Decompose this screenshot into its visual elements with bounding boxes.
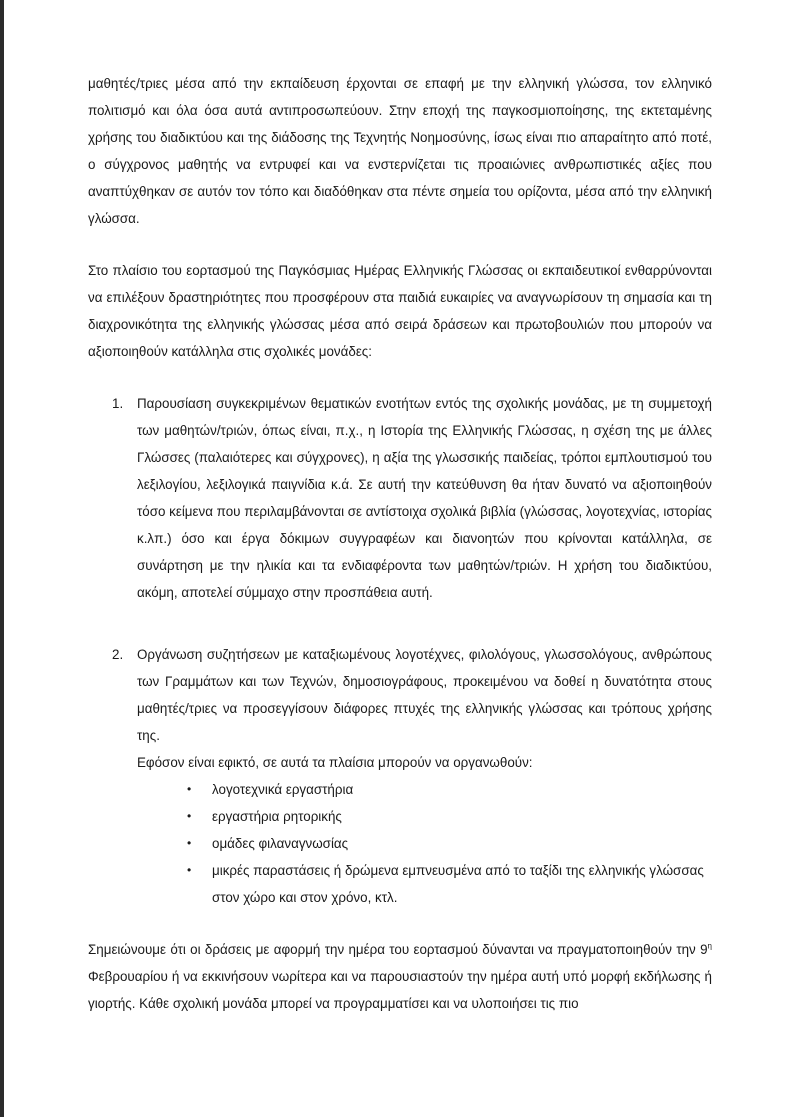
- bullet-item: [179, 776, 712, 803]
- bullet-list: [179, 776, 712, 911]
- bullet-icon: •: [187, 809, 192, 823]
- bullet-text: ομάδες φιλαναγνωσίας: [212, 836, 349, 851]
- viewer-edge-bar: [0, 0, 4, 1117]
- numbered-item-2: [88, 641, 712, 911]
- item-subintro: Εφόσον είναι εφικτό, σε αυτά τα πλαίσια μπορούν να οργανωθούν:: [137, 755, 533, 770]
- bullet-text: λογοτεχνικά εργαστήρια: [212, 782, 354, 797]
- bullet-item: [179, 803, 712, 830]
- document-page: [88, 70, 712, 1017]
- item-number: 2.: [112, 647, 124, 662]
- bullet-item: [179, 830, 712, 857]
- numbered-item-1: [88, 390, 712, 606]
- closing-lead: Σημειώνουμε ότι οι δράσεις με αφορμή την ημέρα του εορτασμού δύνανται να πραγματοποιηθούν την: [88, 942, 696, 957]
- context-paragraph: Στο πλαίσιο του εορτασμού της Παγκόσμιας Ημέρας Ελληνικής Γλώσσας οι εκπαιδευτικοί ενθαρρύνονται να επιλέξουν δραστηριότητες που προσφέρουν στα παιδιά ευκαιρίες να αναγνωρίσουν τη σημασία και τη διαχρονικότητα της ελληνικής γλώσσας μέσα από σειρά δράσεων και πρωτοβουλιών που μπορούν να αξιοποιηθούν κατάλληλα στις σχολικές μονάδες:: [88, 263, 712, 359]
- bullet-text: εργαστήρια ρητορικής: [212, 809, 342, 824]
- bullet-icon: •: [187, 836, 192, 850]
- bullet-text: μικρές παραστάσεις ή δρώμενα εμπνευσμένα από το ταξίδι της ελληνικής γλώσσας στον χώρο και στον χρόνο, κτλ.: [212, 863, 704, 905]
- date-day-number: 9: [700, 942, 708, 957]
- intro-paragraph: μαθητές/τριες μέσα από την εκπαίδευση έρχονται σε επαφή με την ελληνική γλώσσα, τον ελληνικό πολιτισμό και όλα όσα αυτά αντιπροσωπεύουν. Στην εποχή της παγκοσμιοποίησης, της εκτεταμένης χρήσης του διαδικτύου και της διάδοσης της Τεχνητής Νοημοσύνης, ίσως είναι πιο απαραίτητο από ποτέ, ο σύγχρονος μαθητής να εντρυφεί και να ενστερνίζεται τις προαιώνιες ανθρωπιστικές αξίες που αναπτύχθηκαν σε αυτόν τον τόπο και διαδόθηκαν στα πέντε σημεία του ορίζοντα, μέσα από την ελληνική γλώσσα.: [88, 76, 712, 226]
- item-text: Παρουσίαση συγκεκριμένων θεματικών ενοτήτων εντός της σχολικής μονάδας, με τη συμμετοχή των μαθητών/τριών, όπως είναι, π.χ., η Ιστορία της Ελληνικής Γλώσσας, η σχέση της με άλλες Γλώσσες (παλαιότερες και σύγχρονες), η αξία της γλωσσικής παιδείας, τρόποι εμπλουτισμού του λεξιλογίου, λεξιλογικά παιγνίδια κ.ά. Σε αυτή την κατεύθυνση θα ήταν δυνατό να αξιοποιηθούν τόσο κείμενα που περιλαμβάνονται σε αντίστοιχα σχολικά βιβλία (γλώσσας, λογοτεχνίας, ιστορίας κ.λπ.) όσο και έργα δόκιμων συγγραφέων και διανοητών που κρίνονται κατάλληλα, σε συνάρτηση με την ηλικία και τα ενδιαφέροντα των μαθητών/τριών. Η χρήση του διαδικτύου, ακόμη, αποτελεί σύμμαχο στην προσπάθεια αυτή.: [137, 396, 712, 600]
- bullet-item: [179, 857, 712, 911]
- bullet-icon: •: [187, 782, 192, 796]
- bullet-icon: •: [187, 863, 192, 877]
- item-number: 1.: [112, 396, 124, 411]
- closing-paragraph: [88, 936, 712, 1017]
- date-ordinal-suffix: η: [707, 941, 712, 951]
- numbered-list: [88, 390, 712, 911]
- item-text: Οργάνωση συζητήσεων με καταξιωμένους λογοτέχνες, φιλολόγους, γλωσσολόγους, ανθρώπους των Γραμμάτων και των Τεχνών, δημοσιογράφους, προκειμένου να δοθεί η δυνατότητα στους μαθητές/τριες να προσεγγίσουν διάφορες πτυχές της ελληνικής γλώσσας και τρόπους χρήσης της.: [137, 647, 712, 743]
- closing-rest: Φεβρουαρίου ή να εκκινήσουν νωρίτερα και να παρουσιαστούν την ημέρα αυτή υπό μορφή εκδήλωσης ή γιορτής. Κάθε σχολική μονάδα μπορεί να προγραμματίσει και να υλοποιήσει τις πιο: [88, 969, 712, 1011]
